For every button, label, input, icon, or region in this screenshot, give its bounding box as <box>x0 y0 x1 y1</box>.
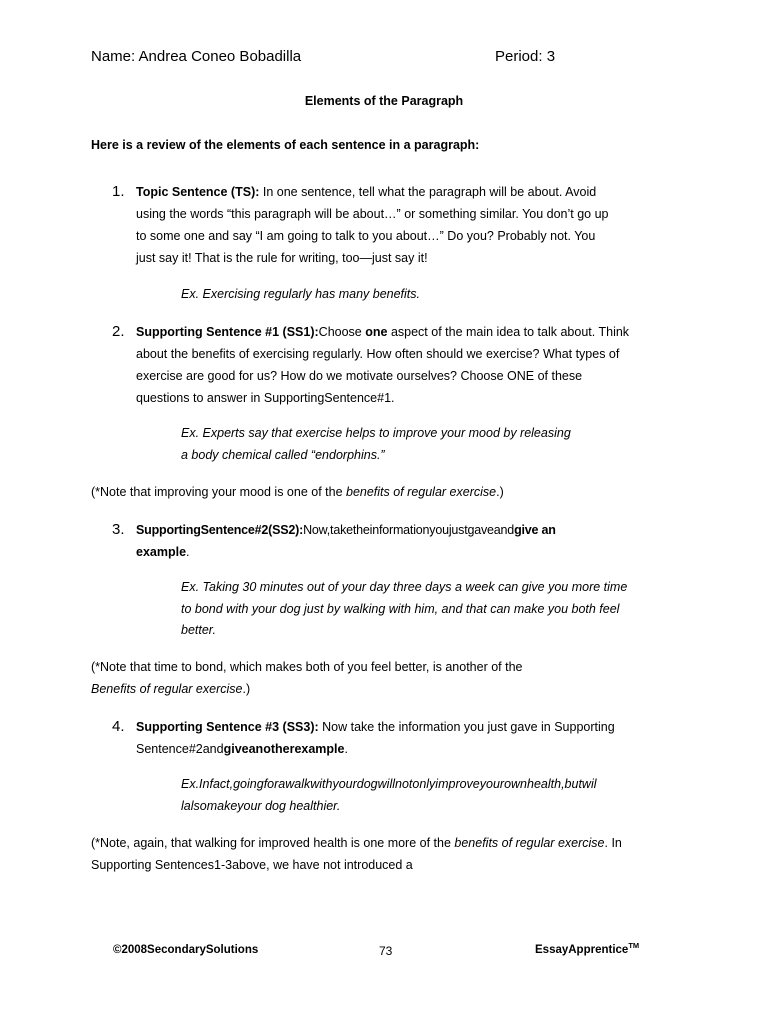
name-line <box>91 48 301 65</box>
item-text: about the benefits of exercising regularly. How often should we exercise? What types of <box>136 347 620 361</box>
period-label: Period: <box>495 48 543 65</box>
item-text: to some one and say “I am going to talk to you about…” Do you? Probably not. You <box>136 229 596 243</box>
item-number: 3. <box>112 521 125 538</box>
item-label: Supporting Sentence #1 (SS1): <box>136 325 319 339</box>
item-number: 1. <box>112 183 125 200</box>
example-text: Ex. Taking 30 minutes out of your day three days a week can give you more time to bond with your dog just by walking with him, and that can make you both feel better. <box>181 580 628 637</box>
item-text: using the words “this paragraph will be about…” or something similar. You don’t go up <box>136 207 609 221</box>
page-number: 73 <box>379 944 393 958</box>
item-text: In one sentence, tell what the paragraph will be about. Avoid <box>259 185 597 199</box>
trademark-symbol: TM <box>628 941 640 951</box>
footer-copyright: ©2008SecondarySolutions <box>113 944 259 956</box>
item-number: 4. <box>112 718 125 735</box>
item-text: questions to answer in SupportingSentence#1. <box>136 391 395 405</box>
footer-brand: EssayApprentice™ <box>535 941 640 956</box>
intro-text: Here is a review of the elements of each sentence in a paragraph: <box>91 138 480 152</box>
item-text: just say it! That is the rule for writing, too—just say it! <box>136 251 428 265</box>
period-line <box>495 48 555 65</box>
list-item-supporting-sentence-3: 4. Supporting Sentence #3 (SS3): Now take the information you just gave in Supporting Sentence#2andgiveanotherexample. <box>112 718 615 756</box>
item-text: exercise are good for us? How do we motivate ourselves? Choose ONE of these <box>136 369 583 383</box>
student-name: Andrea Coneo Bobadilla <box>138 48 302 65</box>
item-label: Supporting Sentence #3 (SS3): <box>136 720 319 734</box>
page-title: Elements of the Paragraph <box>304 94 464 108</box>
example-text: Ex.Infact,goingforawalkwithyourdogwillnotonlyimproveyourownhealth,butwil lalsomakeyour dog healthier. <box>181 777 597 813</box>
list-item-supporting-sentence-2: 3. SupportingSentence#2(SS2):Now,taketheinformationyoujustgaveandgive an example. <box>112 521 556 559</box>
item-number: 2. <box>112 323 125 340</box>
name-label: Name: <box>91 48 136 65</box>
note-text: (*Note that time to bond, which makes both of you feel better, is another of the Benefits of regular exercise.) <box>91 660 523 696</box>
item-label: Topic Sentence (TS): <box>136 185 260 199</box>
example-text: Ex. Exercising regularly has many benefits. <box>181 287 420 301</box>
list-item-supporting-sentence-1: 2. Supporting Sentence #1 (SS1):Choose one aspect of the main idea to talk about. Think about the benefits of exercising regularly. How often should we exercise? What types of exercise are good for us? How do we motivate ourselves? Choose ONE of these questions to answer in SupportingSentence#1. <box>112 321 682 409</box>
note-text: (*Note that improving your mood is one of the benefits of regular exercise.) <box>91 485 504 499</box>
list-item-topic-sentence <box>112 181 682 269</box>
note-text: (*Note, again, that walking for improved health is one more of the benefits of regular exercise. In Supporting Sentences1-3above, we have not introduced a <box>91 836 622 872</box>
item-label: SupportingSentence#2(SS2): <box>136 523 304 537</box>
period-value: 3 <box>546 48 556 65</box>
example-text: Ex. Experts say that exercise helps to improve your mood by releasing a body chemical called “endorphins.” <box>181 426 571 462</box>
